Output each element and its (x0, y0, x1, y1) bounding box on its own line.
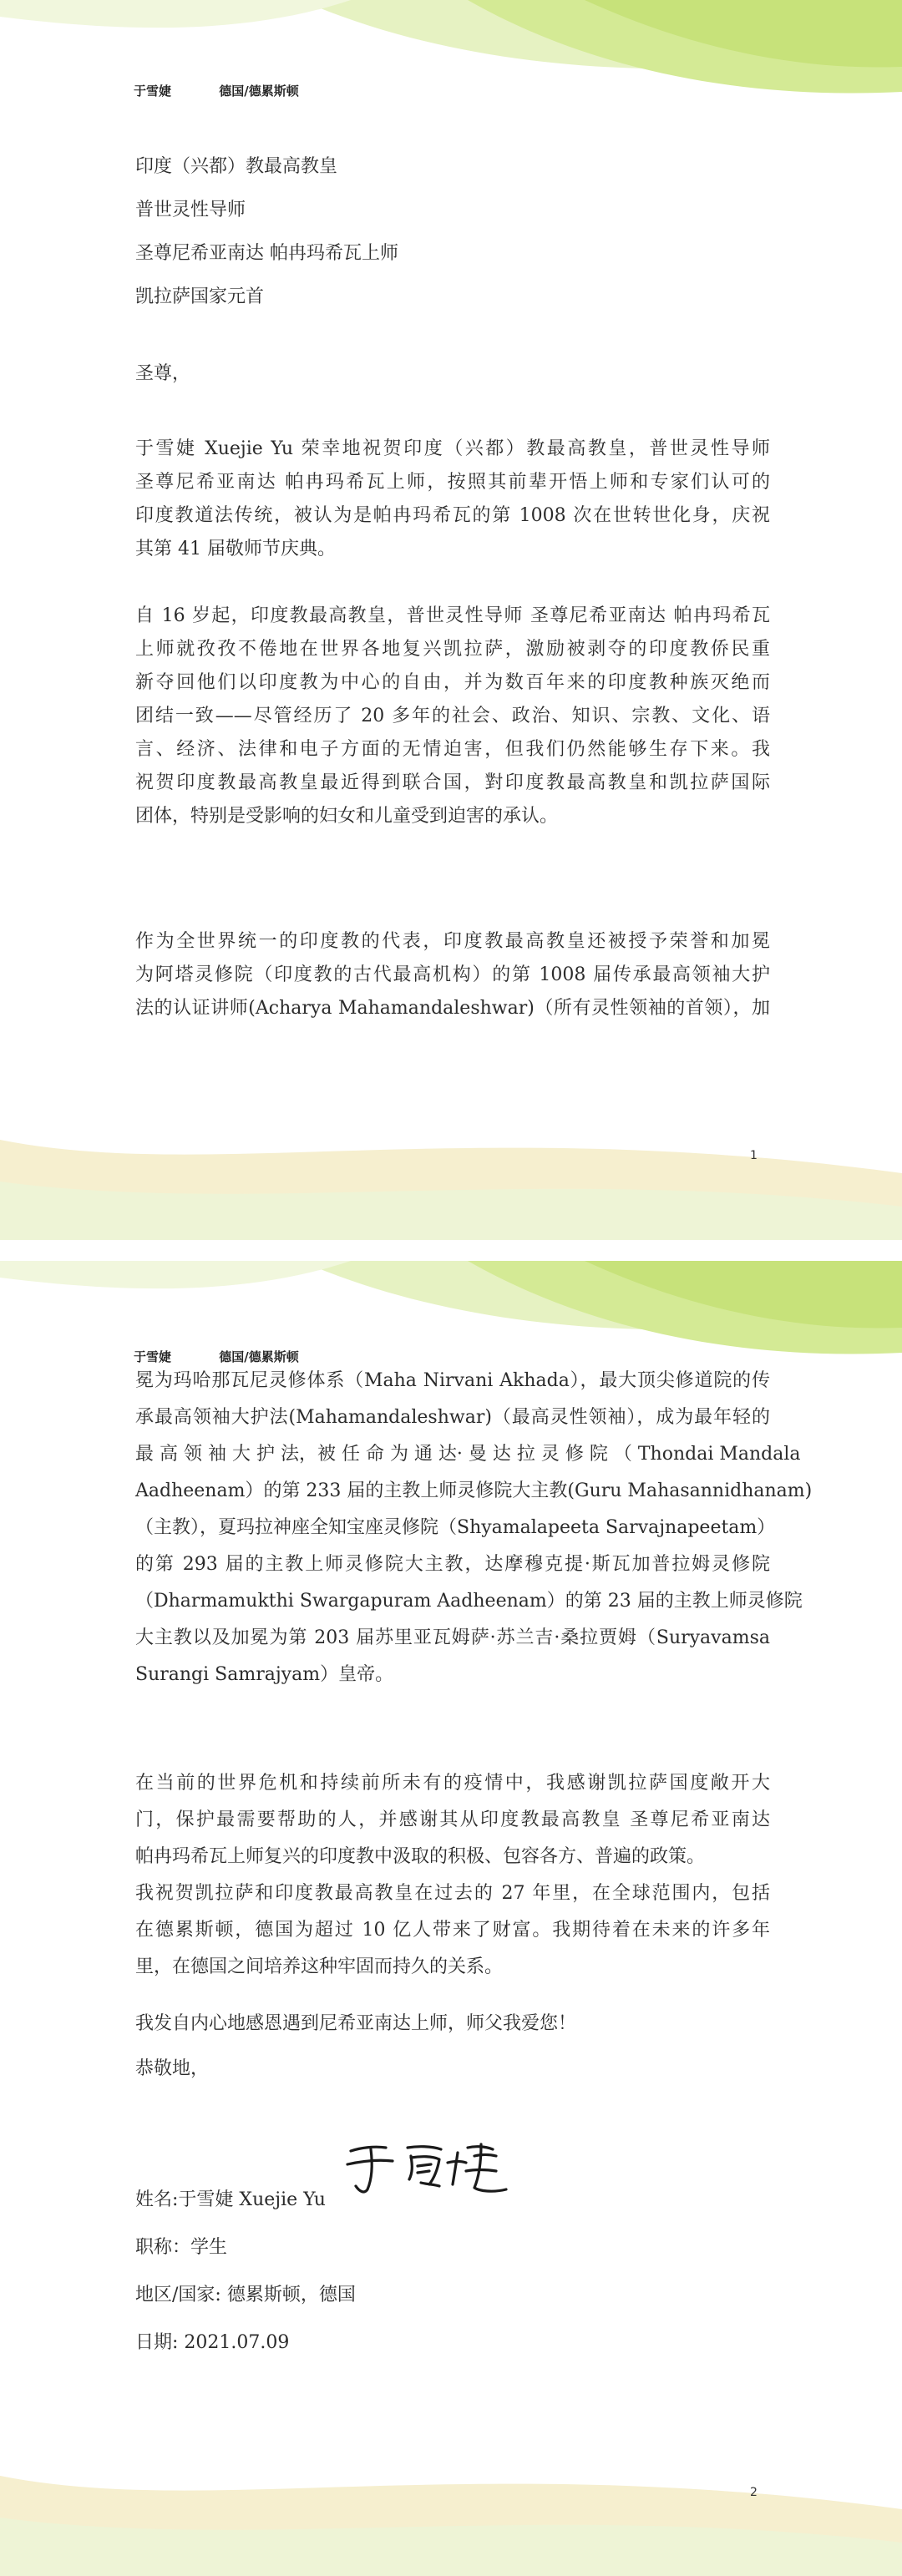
signature-glyph-text: 于雪婕 (341, 2136, 343, 2137)
body-line: 圣尊尼希亚南达 帕冉玛希瓦上师，按照其前辈开悟上师和专家们认可的 (135, 472, 770, 493)
body-line: Surangi Samrajyam）皇帝。 (135, 1664, 394, 1685)
salutation-line: 圣尊尼希亚南达 帕冉玛希瓦上师 (135, 243, 398, 264)
body-line: 自 16 岁起，印度教最高教皇，普世灵性导师 圣尊尼希亚南达 帕冉玛希瓦 (135, 605, 770, 626)
signer-name: 姓名:于雪婕 Xuejie Yu (135, 2189, 326, 2210)
body-line: 门，保护最需要帮助的人，并感谢其从印度教最高教皇 圣尊尼希亚南达 (135, 1809, 770, 1830)
salutation-line: 凯拉萨国家元首 (135, 286, 265, 307)
body-line: 我发自内心地感恩遇到尼希亚南达上师，师父我爱您！ (135, 2013, 577, 2034)
body-line: 在当前的世界危机和持续前所未有的疫情中，我感谢凯拉萨国度敞开大 (135, 1773, 770, 1794)
signer-title: 职称：学生 (135, 2237, 228, 2258)
page-number: 2 (750, 2486, 758, 2499)
body-line: 最 高 领 袖 大 护 法，被 任 命 为 通 达· 曼 达 拉 灵 修 院 （ Thondai Mandala (135, 1444, 801, 1465)
header-location: 德国/德累斯顿 (219, 84, 299, 99)
body-line: 新夺回他们以印度教为中心的自由，并为数百年来的印度教种族灭绝而 (135, 672, 770, 693)
closing: 恭敬地， (135, 2058, 210, 2079)
page-separator (0, 1240, 902, 1261)
body-line: 冕为玛哈那瓦尼灵修体系（Maha Nirvani Akhada），最大顶尖修道院的传 (135, 1370, 770, 1391)
body-line: 印度教道法传统，被认为是帕冉玛希瓦的第 1008 次在世转世化身，庆祝 (135, 505, 770, 526)
body-line: 大主教以及加冕为第 203 届苏里亚瓦姆萨·苏兰吉·桑拉贾姆（Suryavamsa (135, 1627, 770, 1648)
body-line: 团体，特别是受影响的妇女和儿童受到迫害的承认。 (135, 806, 559, 827)
header-name: 于雪婕 (134, 1349, 172, 1364)
body-line: 言、经济、法律和电子方面的无情迫害，但我们仍然能够生存下来。我 (135, 739, 770, 760)
body-line: （Dharmamukthi Swargapuram Aadheenam）的第 23 届的主教上师灵修院 (135, 1591, 803, 1612)
page-number: 1 (750, 1149, 758, 1162)
greeting: 圣尊， (135, 363, 191, 384)
body-line: 承最高领袖大护法(Mahamandaleshwar)（最高灵性领袖），成为最年轻的 (135, 1407, 770, 1428)
body-line: （主教），夏玛拉神座全知宝座灵修院（Shyamalapeeta Sarvajnapeetam） (135, 1517, 776, 1538)
body-line: 的第 293 届的主教上师灵修院大主教，达摩穆克提·斯瓦加普拉姆灵修院 (135, 1554, 770, 1575)
body-line: 帕冉玛希瓦上师复兴的印度教中汲取的积极、包容各方、普遍的政策。 (135, 1846, 706, 1867)
signature-date: 日期: 2021.07.09 (135, 2332, 290, 2353)
signer-region: 地区/国家: 德累斯顿，德国 (135, 2285, 356, 2305)
body-line: Aadheenam）的第 233 届的主教上师灵修院大主教(Guru Mahasannidhanam) (135, 1480, 813, 1501)
body-line: 法的认证讲师(Acharya Mahamandaleshwar)（所有灵性领袖的首领），加 (135, 998, 770, 1019)
body-line: 其第 41 届敬师节庆典。 (135, 539, 336, 559)
letter-page-1 (0, 0, 902, 1240)
body-line: 里，在德国之间培养这种牢固而持久的关系。 (135, 1956, 504, 1977)
body-line: 我祝贺凯拉萨和印度教最高教皇在过去的 27 年里，在全球范围内，包括 (135, 1883, 770, 1904)
footer-wave-decoration (0, 2417, 902, 2576)
body-line: 上师就孜孜不倦地在世界各地复兴凯拉萨，激励被剥夺的印度教侨民重 (135, 639, 770, 660)
body-line: 在德累斯顿，德国为超过 10 亿人带来了财富。我期待着在未来的许多年 (135, 1920, 770, 1941)
header-location: 德国/德累斯顿 (219, 1349, 299, 1364)
body-line: 于雪婕 Xuejie Yu 荣幸地祝贺印度（兴都）教最高教皇，普世灵性导师 (135, 438, 770, 459)
letter-page-2 (0, 1261, 902, 2576)
body-line: 团结一致——尽管经历了 20 多年的社会、政治、知识、宗教、文化、语 (135, 706, 770, 726)
footer-wave-decoration (0, 1081, 902, 1240)
body-line: 祝贺印度教最高教皇最近得到联合国，對印度教最高教皇和凯拉萨国际 (135, 772, 770, 793)
header-name: 于雪婕 (134, 84, 172, 99)
salutation-line: 印度（兴都）教最高教皇 (135, 156, 338, 177)
letter-header (134, 1348, 342, 1365)
letter-header (134, 82, 342, 99)
body-line: 作为全世界统一的印度教的代表，印度教最高教皇还被授予荣誉和加冕 (135, 931, 770, 952)
body-line: 为阿塔灵修院（印度教的古代最高机构）的第 1008 届传承最高领袖大护 (135, 964, 770, 985)
salutation-line: 普世灵性导师 (135, 200, 246, 220)
